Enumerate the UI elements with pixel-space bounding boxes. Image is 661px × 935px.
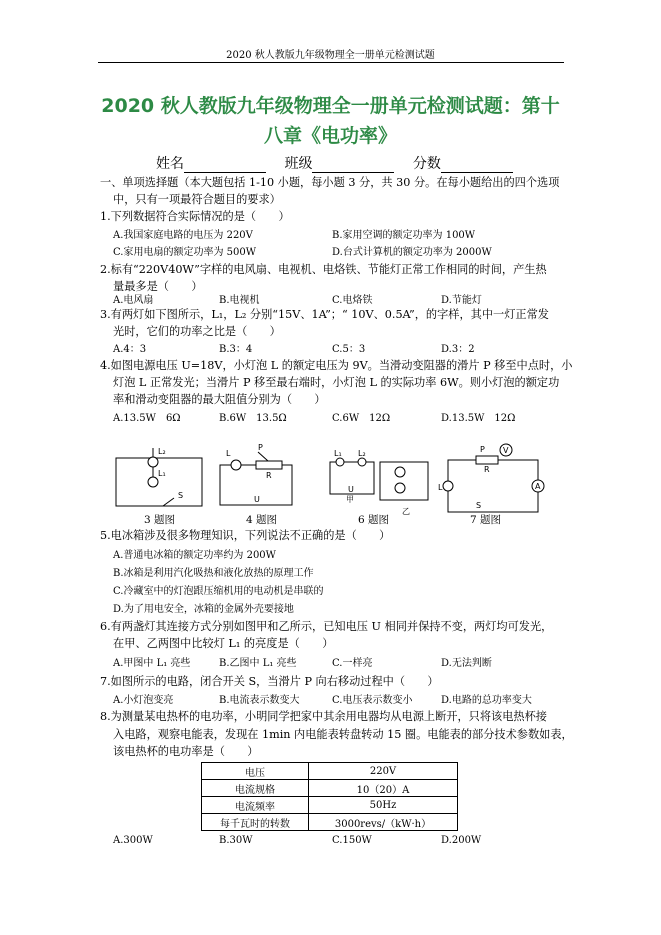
q7-option[interactable]: A.小灯泡变亮 <box>113 695 174 706</box>
q3-option[interactable]: A.4：3 <box>113 344 147 355</box>
fig7-label-v: V <box>503 446 509 455</box>
q2-stem-line: 量最多是（ ） <box>113 280 203 293</box>
class-label: 班级 <box>284 156 313 172</box>
q1-option[interactable]: B.家用空调的额定功率为 100W <box>332 230 476 241</box>
page-title-line2: 八章《电功率》 <box>263 125 397 147</box>
header-rule <box>98 62 564 63</box>
q4-stem-line: 灯泡 L 正常发光；当滑片 P 移至最右端时，小灯泡 L 的实际功率 6W。则小灯泡的额定功 <box>113 376 560 389</box>
q4-option[interactable]: B.6W 13.5Ω <box>219 413 287 424</box>
q8-option[interactable]: D.200W <box>441 835 482 846</box>
q6-option[interactable]: C.一样亮 <box>332 658 373 669</box>
fig7-label-s: S <box>476 501 482 510</box>
caption-fig4: 4 题图 <box>246 514 278 526</box>
meter-spec-row <box>202 797 458 814</box>
class-blank[interactable] <box>312 158 394 173</box>
fig6-label-l2: L₂ <box>358 449 366 458</box>
fig7-rheostat <box>476 456 498 464</box>
q3-option[interactable]: D.3：2 <box>441 344 475 355</box>
fig4-label-r: R <box>266 471 272 480</box>
q5-stem-line: 5.电冰箱涉及很多物理知识，下列说法不正确的是（ ） <box>100 529 391 542</box>
q1-option[interactable]: C.家用电扇的额定功率为 500W <box>113 247 257 258</box>
meter-spec-key: 电流频率 <box>202 797 309 814</box>
fig3-label-l1: L₁ <box>158 469 166 478</box>
q2-option[interactable]: B.电视机 <box>219 295 260 306</box>
q7-option[interactable]: B.电流表示数变大 <box>219 695 300 706</box>
meter-spec-value: 220V <box>309 763 458 780</box>
q3-option[interactable]: C.5：3 <box>332 344 366 355</box>
fig3-lamp-l1 <box>148 477 158 487</box>
meter-spec-value: 10（20）A <box>309 780 458 797</box>
q5-option[interactable]: A.普通电冰箱的额定功率约为 200W <box>113 550 276 561</box>
q2-stem-line: 2.标有“220V40W”字样的电风扇、电视机、电烙铁、节能灯正常工作相同的时间，产生热 <box>100 263 547 276</box>
q6-option[interactable]: A.甲图中 L₁ 亮些 <box>113 658 191 669</box>
q7-option[interactable]: C.电压表示数变小 <box>332 695 413 706</box>
q4-option[interactable]: C.6W 12Ω <box>332 413 391 424</box>
q7-option[interactable]: D.电路的总功率变大 <box>441 695 532 706</box>
q8-stem-line: 入电路，观察电能表，发现在 1min 内电能表转盘转动 15 圈。电能表的部分技术参数如表， <box>113 728 573 741</box>
q1-stem-line: 1.下列数据符合实际情况的是（ ） <box>100 210 290 223</box>
fig7-label-a: A <box>535 482 541 491</box>
fig3-lamp-l2 <box>148 457 158 467</box>
q3-stem-line: 3.有两灯如下图所示，L₁，L₂ 分别“15V、1A”；“ 10V、0.5A”，的字样，其中一灯正常发 <box>100 308 549 321</box>
q3-option[interactable]: B.3：4 <box>219 344 253 355</box>
q7-stem-line: 7.如图所示的电路，闭合开关 S，当滑片 P 向右移动过程中（ ） <box>100 675 439 688</box>
fig4-label-u: U <box>254 495 260 504</box>
caption-fig6: 6 题图 <box>358 514 390 526</box>
q8-option[interactable]: C.150W <box>332 835 372 846</box>
page-title-line1: 2020 秋人教版九年级物理全一册单元检测试题：第十 <box>101 95 560 117</box>
fig7-label-l: L <box>438 483 443 492</box>
meter-spec-row <box>202 814 458 831</box>
fig6-label-u: U <box>348 485 354 494</box>
meter-spec-key: 电流规格 <box>202 780 309 797</box>
q2-option[interactable]: D.节能灯 <box>441 295 482 306</box>
q1-option[interactable]: D.台式计算机的额定功率为 2000W <box>332 247 492 258</box>
meter-spec-key: 电压 <box>202 763 309 780</box>
running-header: 2020 秋人教版九年级物理全一册单元检测试题 <box>226 50 435 61</box>
name-blank[interactable] <box>184 158 266 173</box>
fig7-label-r: R <box>484 465 490 474</box>
section-heading-cont: 中，只有一项最符合题目的要求） <box>113 193 281 206</box>
caption-fig7: 7 题图 <box>470 514 502 526</box>
meter-spec-key: 每千瓦时的转数 <box>202 814 309 831</box>
q8-option[interactable]: A.300W <box>113 835 153 846</box>
fig7-circuit-frame <box>448 460 538 512</box>
meter-spec-value: 3000revs/（kW·h） <box>309 814 458 831</box>
q8-stem-line: 该电热杯的电功率是（ ） <box>113 745 259 758</box>
score-blank[interactable] <box>441 158 513 173</box>
fig3-circuit-frame <box>116 458 202 506</box>
section-heading: 一、单项选择题（本大题包括 1-10 小题，每小题 3 分，共 30 分。在每小题给出的四个选项 <box>100 176 560 189</box>
fig6-label-l1: L₁ <box>334 449 342 458</box>
q8-stem-line: 8.为测量某电热杯的电功率，小明同学把家中其余用电器均从电源上断开，只将该电热杯接 <box>100 710 547 723</box>
q4-stem-line: 率和滑动变阻器的最大阻值分别为（ ） <box>113 393 326 406</box>
fig4-label-l: L <box>226 449 231 458</box>
fig4-lamp <box>231 460 241 470</box>
q6-option[interactable]: D.无法判断 <box>441 658 492 669</box>
fig7-label-p: P <box>480 445 485 454</box>
q5-option[interactable]: D.为了用电安全，冰箱的金属外壳要接地 <box>113 604 294 615</box>
caption-fig3: 3 题图 <box>144 514 176 526</box>
fig7-lamp <box>443 481 453 491</box>
fig3-switch <box>163 498 174 506</box>
fig3-label-l2: L₂ <box>158 447 166 456</box>
meter-spec-row <box>202 763 458 780</box>
fig3-label-s: S <box>178 491 184 500</box>
q2-option[interactable]: A.电风扇 <box>113 295 154 306</box>
q6-stem-line: 6.有两盏灯其连接方式分别如图甲和乙所示，已知电压 U 相同并保持不变，两灯均可发光， <box>100 620 553 633</box>
fig4-label-p: P <box>258 443 263 452</box>
fig6-circuit-yi <box>380 462 428 500</box>
score-label: 分数 <box>412 156 441 172</box>
name-label: 姓名 <box>156 156 184 172</box>
fig6-label-jia: 甲 <box>346 495 354 504</box>
fig6-label-yi: 乙 <box>402 507 410 516</box>
meter-spec-table <box>201 762 458 831</box>
q5-option[interactable]: B.冰箱是利用汽化吸热和液化放热的原理工作 <box>113 568 314 579</box>
q4-option[interactable]: A.13.5W 6Ω <box>113 413 181 424</box>
q1-option[interactable]: A.我国家庭电路的电压为 220V <box>113 230 253 241</box>
q5-option[interactable]: C.冷藏室中的灯泡跟压缩机用的电动机是串联的 <box>113 586 324 597</box>
fig4-rheostat <box>256 461 282 469</box>
q6-stem-line: 在甲、乙两图中比较灯 L₁ 的亮度是（ ） <box>113 637 334 650</box>
student-info <box>156 153 513 173</box>
q2-option[interactable]: C.电烙铁 <box>332 295 373 306</box>
q4-stem-line: 4.如图电源电压 U=18V，小灯泡 L 的额定电压为 9V。当滑动变阻器的滑片 P 移至中点时，小 <box>100 359 573 372</box>
q4-option[interactable]: D.13.5W 12Ω <box>441 413 516 424</box>
q6-option[interactable]: B.乙图中 L₁ 亮些 <box>219 658 297 669</box>
meter-spec-row <box>202 780 458 797</box>
meter-spec-value: 50Hz <box>309 797 458 814</box>
q8-option[interactable]: B.30W <box>219 835 253 846</box>
q3-stem-line: 光时，它们的功率之比是（ ） <box>113 325 281 338</box>
